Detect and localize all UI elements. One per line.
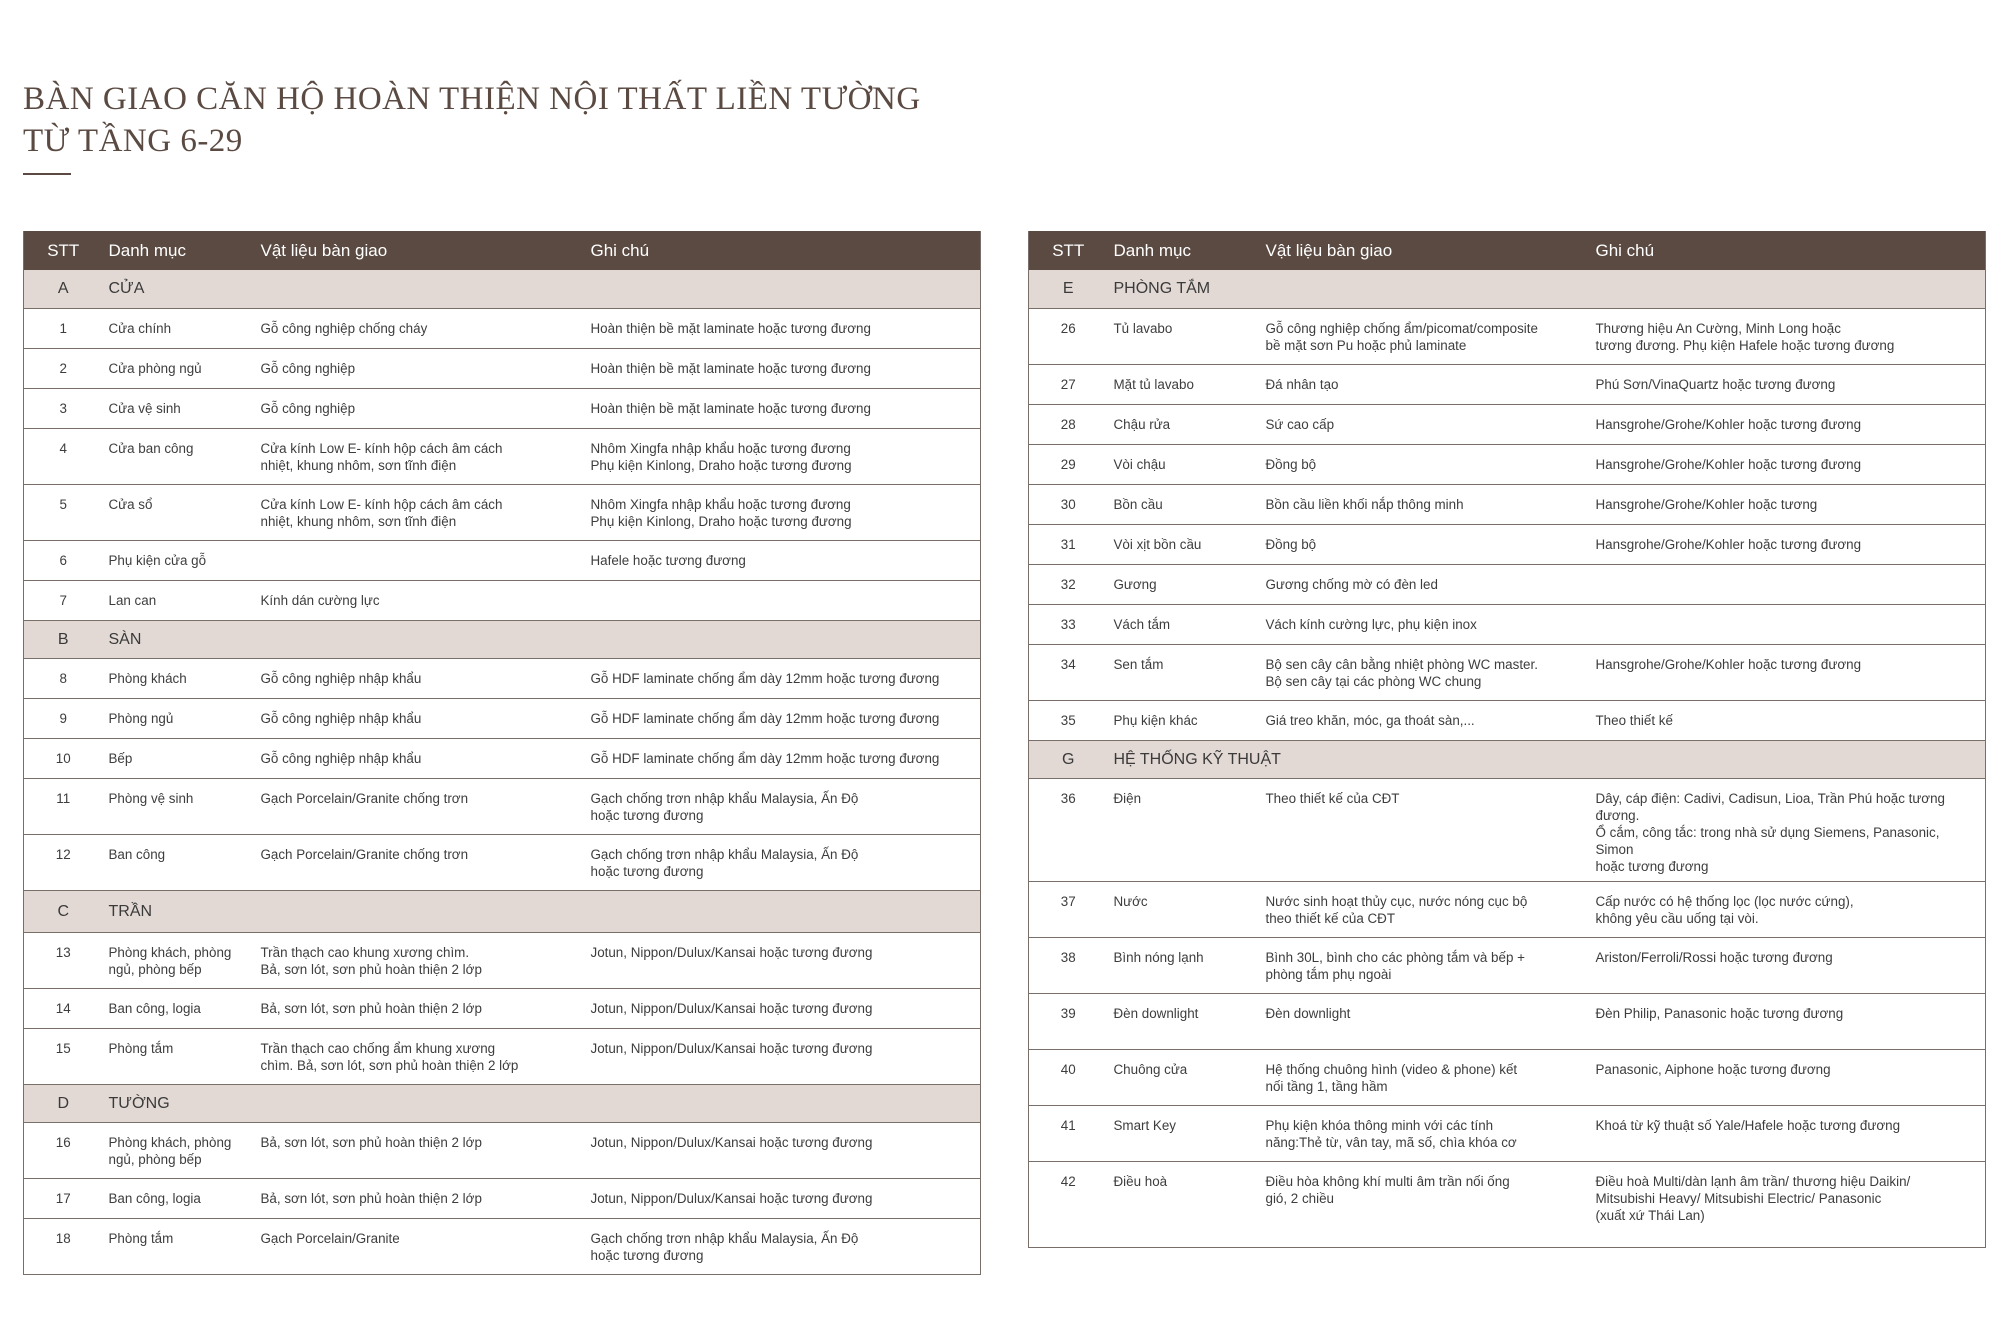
row-category: Chuông cửa bbox=[1108, 1049, 1260, 1105]
row-note: Cấp nước có hệ thống lọc (lọc nước cứng), không yêu cầu uống tại vòi. bbox=[1590, 881, 1986, 937]
table-row bbox=[24, 1122, 981, 1178]
row-note: Jotun, Nippon/Dulux/Kansai hoặc tương đương bbox=[585, 988, 981, 1028]
section-code: G bbox=[1029, 740, 1108, 778]
row-category: Điều hoà bbox=[1108, 1161, 1260, 1247]
table-row bbox=[24, 658, 981, 698]
row-note: Gạch chống trơn nhập khẩu Malaysia, Ấn Độ hoặc tương đương bbox=[585, 778, 981, 834]
row-material: Theo thiết kế của CĐT bbox=[1260, 778, 1590, 881]
section-code: D bbox=[24, 1084, 103, 1122]
row-category: Ban công, logia bbox=[103, 988, 255, 1028]
row-category: Bình nóng lạnh bbox=[1108, 937, 1260, 993]
row-category: Ban công, logia bbox=[103, 1178, 255, 1218]
section-row bbox=[1029, 270, 1986, 308]
row-category: Bếp bbox=[103, 738, 255, 778]
row-note: Jotun, Nippon/Dulux/Kansai hoặc tương đương bbox=[585, 1122, 981, 1178]
header-note: Ghi chú bbox=[1590, 231, 1986, 270]
row-note: Hoàn thiện bề mặt laminate hoặc tương đương bbox=[585, 308, 981, 348]
header-material: Vật liệu bàn giao bbox=[1260, 231, 1590, 270]
row-material: Trần thạch cao chống ẩm khung xương chìm. Bả, sơn lót, sơn phủ hoàn thiện 2 lớp bbox=[255, 1028, 585, 1084]
row-category: Phòng tắm bbox=[103, 1218, 255, 1274]
table-row bbox=[24, 1178, 981, 1218]
row-note: Đèn Philip, Panasonic hoặc tương đương bbox=[1590, 993, 1986, 1049]
row-material: Sứ cao cấp bbox=[1260, 404, 1590, 444]
table-row bbox=[1029, 993, 1986, 1049]
row-material: Gỗ công nghiệp bbox=[255, 348, 585, 388]
table-row bbox=[1029, 700, 1986, 740]
section-row bbox=[1029, 740, 1986, 778]
row-material: Kính dán cường lực bbox=[255, 580, 585, 620]
table-row bbox=[24, 540, 981, 580]
row-material: Gạch Porcelain/Granite chống trơn bbox=[255, 778, 585, 834]
row-number: 7 bbox=[24, 580, 103, 620]
table-row bbox=[1029, 644, 1986, 700]
row-material: Gỗ công nghiệp bbox=[255, 388, 585, 428]
row-note: Gỗ HDF laminate chống ẩm dày 12mm hoặc tương đương bbox=[585, 738, 981, 778]
row-material: Phụ kiện khóa thông minh với các tính năng:Thẻ từ, vân tay, mã số, chìa khóa cơ bbox=[1260, 1105, 1590, 1161]
row-note: Hansgrohe/Grohe/Kohler hoặc tương đương bbox=[1590, 644, 1986, 700]
table-header-row bbox=[1029, 231, 1986, 270]
table-row bbox=[24, 778, 981, 834]
table-row bbox=[1029, 881, 1986, 937]
table-row bbox=[24, 932, 981, 988]
row-category: Phòng khách bbox=[103, 658, 255, 698]
row-note: Hoàn thiện bề mặt laminate hoặc tương đương bbox=[585, 348, 981, 388]
row-number: 9 bbox=[24, 698, 103, 738]
section-title: SÀN bbox=[103, 620, 981, 658]
row-material: Bả, sơn lót, sơn phủ hoàn thiện 2 lớp bbox=[255, 1122, 585, 1178]
section-title: HỆ THỐNG KỸ THUẬT bbox=[1108, 740, 1986, 778]
row-category: Phụ kiện khác bbox=[1108, 700, 1260, 740]
row-number: 34 bbox=[1029, 644, 1108, 700]
row-number: 26 bbox=[1029, 308, 1108, 364]
row-category: Vách tắm bbox=[1108, 604, 1260, 644]
row-number: 5 bbox=[24, 484, 103, 540]
row-number: 28 bbox=[1029, 404, 1108, 444]
table-row bbox=[1029, 1049, 1986, 1105]
row-category: Bồn cầu bbox=[1108, 484, 1260, 524]
row-material: Đồng bộ bbox=[1260, 524, 1590, 564]
row-note: Hoàn thiện bề mặt laminate hoặc tương đương bbox=[585, 388, 981, 428]
row-note: Gạch chống trơn nhập khẩu Malaysia, Ấn Độ hoặc tương đương bbox=[585, 834, 981, 890]
row-note: Dây, cáp điện: Cadivi, Cadisun, Lioa, Trần Phú hoặc tương đương. Ổ cắm, công tắc: trong nhà sử dụng Siemens, Panasonic, Simon hoặc tương đương bbox=[1590, 778, 1986, 881]
section-code: E bbox=[1029, 270, 1108, 308]
row-category: Vòi xịt bồn cầu bbox=[1108, 524, 1260, 564]
row-number: 3 bbox=[24, 388, 103, 428]
row-category: Cửa chính bbox=[103, 308, 255, 348]
table-row bbox=[1029, 1161, 1986, 1247]
header-category: Danh mục bbox=[1108, 231, 1260, 270]
header-stt: STT bbox=[1029, 231, 1108, 270]
row-material: Gạch Porcelain/Granite chống trơn bbox=[255, 834, 585, 890]
row-number: 11 bbox=[24, 778, 103, 834]
table-row bbox=[24, 348, 981, 388]
row-note bbox=[1590, 564, 1986, 604]
row-note: Phú Sơn/VinaQuartz hoặc tương đương bbox=[1590, 364, 1986, 404]
row-note: Panasonic, Aiphone hoặc tương đương bbox=[1590, 1049, 1986, 1105]
section-title: CỬA bbox=[103, 270, 981, 308]
row-number: 8 bbox=[24, 658, 103, 698]
row-number: 16 bbox=[24, 1122, 103, 1178]
row-note: Gạch chống trơn nhập khẩu Malaysia, Ấn Độ hoặc tương đương bbox=[585, 1218, 981, 1274]
table-row bbox=[24, 698, 981, 738]
row-note: Hansgrohe/Grohe/Kohler hoặc tương đương bbox=[1590, 444, 1986, 484]
row-note: Gỗ HDF laminate chống ẩm dày 12mm hoặc tương đương bbox=[585, 658, 981, 698]
row-material: Bình 30L, bình cho các phòng tắm và bếp + phòng tắm phụ ngoài bbox=[1260, 937, 1590, 993]
table-row bbox=[24, 988, 981, 1028]
row-material: Đèn downlight bbox=[1260, 993, 1590, 1049]
section-title: TƯỜNG bbox=[103, 1084, 981, 1122]
row-note: Hansgrohe/Grohe/Kohler hoặc tương đương bbox=[1590, 524, 1986, 564]
row-note: Điều hoà Multi/dàn lạnh âm trần/ thương hiệu Daikin/ Mitsubishi Heavy/ Mitsubishi Electric/ Panasonic (xuất xứ Thái Lan) bbox=[1590, 1161, 1986, 1247]
header-material: Vật liệu bàn giao bbox=[255, 231, 585, 270]
row-material: Giá treo khăn, móc, ga thoát sàn,... bbox=[1260, 700, 1590, 740]
row-note: Gỗ HDF laminate chống ẩm dày 12mm hoặc tương đương bbox=[585, 698, 981, 738]
table-row bbox=[1029, 564, 1986, 604]
row-note: Hansgrohe/Grohe/Kohler hoặc tương đương bbox=[1590, 404, 1986, 444]
row-number: 1 bbox=[24, 308, 103, 348]
table-row bbox=[24, 428, 981, 484]
row-number: 12 bbox=[24, 834, 103, 890]
table-row bbox=[1029, 364, 1986, 404]
section-code: A bbox=[24, 270, 103, 308]
row-category: Phòng tắm bbox=[103, 1028, 255, 1084]
table-row bbox=[1029, 1105, 1986, 1161]
row-material: Gỗ công nghiệp chống ẩm/picomat/composite bề mặt sơn Pu hoặc phủ laminate bbox=[1260, 308, 1590, 364]
table-row bbox=[24, 1218, 981, 1274]
row-note: Khoá từ kỹ thuật số Yale/Hafele hoặc tương đương bbox=[1590, 1105, 1986, 1161]
row-number: 35 bbox=[1029, 700, 1108, 740]
row-material: Điều hòa không khí multi âm trần nối ống gió, 2 chiều bbox=[1260, 1161, 1590, 1247]
title-line-2: TỪ TẦNG 6-29 bbox=[23, 123, 243, 159]
row-material: Bồn cầu liền khối nắp thông minh bbox=[1260, 484, 1590, 524]
row-number: 36 bbox=[1029, 778, 1108, 881]
row-category: Cửa sổ bbox=[103, 484, 255, 540]
row-number: 2 bbox=[24, 348, 103, 388]
table-row bbox=[1029, 937, 1986, 993]
page-title bbox=[23, 78, 1023, 162]
row-number: 41 bbox=[1029, 1105, 1108, 1161]
row-number: 27 bbox=[1029, 364, 1108, 404]
row-material: Gỗ công nghiệp chống cháy bbox=[255, 308, 585, 348]
row-category: Lan can bbox=[103, 580, 255, 620]
row-number: 30 bbox=[1029, 484, 1108, 524]
row-material: Bả, sơn lót, sơn phủ hoàn thiện 2 lớp bbox=[255, 988, 585, 1028]
row-number: 38 bbox=[1029, 937, 1108, 993]
row-category: Đèn downlight bbox=[1108, 993, 1260, 1049]
row-material: Trần thạch cao khung xương chìm. Bả, sơn lót, sơn phủ hoàn thiện 2 lớp bbox=[255, 932, 585, 988]
header-stt: STT bbox=[24, 231, 103, 270]
row-material bbox=[255, 540, 585, 580]
row-material: Cửa kính Low E- kính hộp cách âm cách nhiệt, khung nhôm, sơn tĩnh điện bbox=[255, 428, 585, 484]
section-code: B bbox=[24, 620, 103, 658]
row-category: Ban công bbox=[103, 834, 255, 890]
row-category: Cửa ban công bbox=[103, 428, 255, 484]
row-note: Nhôm Xingfa nhập khẩu hoặc tương đương Phụ kiện Kinlong, Draho hoặc tương đương bbox=[585, 484, 981, 540]
row-material: Gương chống mờ có đèn led bbox=[1260, 564, 1590, 604]
row-note: Jotun, Nippon/Dulux/Kansai hoặc tương đương bbox=[585, 1178, 981, 1218]
row-material: Đồng bộ bbox=[1260, 444, 1590, 484]
row-note: Hansgrohe/Grohe/Kohler hoặc tương bbox=[1590, 484, 1986, 524]
row-number: 29 bbox=[1029, 444, 1108, 484]
section-row bbox=[24, 620, 981, 658]
row-category: Phòng vệ sinh bbox=[103, 778, 255, 834]
table-row bbox=[24, 1028, 981, 1084]
row-number: 14 bbox=[24, 988, 103, 1028]
table-row bbox=[1029, 524, 1986, 564]
section-row bbox=[24, 890, 981, 932]
row-number: 4 bbox=[24, 428, 103, 484]
row-category: Điện bbox=[1108, 778, 1260, 881]
row-material: Gạch Porcelain/Granite bbox=[255, 1218, 585, 1274]
row-category: Cửa phòng ngủ bbox=[103, 348, 255, 388]
section-title: TRẦN bbox=[103, 890, 981, 932]
row-category: Nước bbox=[1108, 881, 1260, 937]
table-row bbox=[24, 834, 981, 890]
row-material: Đá nhân tạo bbox=[1260, 364, 1590, 404]
table-row bbox=[1029, 308, 1986, 364]
row-category: Mặt tủ lavabo bbox=[1108, 364, 1260, 404]
section-row bbox=[24, 1084, 981, 1122]
spec-table-left bbox=[23, 231, 981, 1275]
table-row bbox=[24, 308, 981, 348]
row-note: Ariston/Ferroli/Rossi hoặc tương đương bbox=[1590, 937, 1986, 993]
row-category: Chậu rửa bbox=[1108, 404, 1260, 444]
row-note: Hafele hoặc tương đương bbox=[585, 540, 981, 580]
table-row bbox=[1029, 404, 1986, 444]
table-row bbox=[1029, 484, 1986, 524]
row-material: Gỗ công nghiệp nhập khẩu bbox=[255, 658, 585, 698]
row-number: 39 bbox=[1029, 993, 1108, 1049]
section-title: PHÒNG TẮM bbox=[1108, 270, 1986, 308]
title-line-1: BÀN GIAO CĂN HỘ HOÀN THIỆN NỘI THẤT LIỀN TƯỜNG bbox=[23, 81, 921, 117]
row-number: 32 bbox=[1029, 564, 1108, 604]
row-number: 13 bbox=[24, 932, 103, 988]
row-material: Cửa kính Low E- kính hộp cách âm cách nhiệt, khung nhôm, sơn tĩnh điện bbox=[255, 484, 585, 540]
row-category: Phụ kiện cửa gỗ bbox=[103, 540, 255, 580]
row-number: 6 bbox=[24, 540, 103, 580]
section-code: C bbox=[24, 890, 103, 932]
row-number: 15 bbox=[24, 1028, 103, 1084]
row-material: Nước sinh hoạt thủy cục, nước nóng cục bộ theo thiết kế của CĐT bbox=[1260, 881, 1590, 937]
row-category: Smart Key bbox=[1108, 1105, 1260, 1161]
row-number: 37 bbox=[1029, 881, 1108, 937]
title-underline bbox=[23, 173, 71, 175]
row-number: 31 bbox=[1029, 524, 1108, 564]
row-note: Jotun, Nippon/Dulux/Kansai hoặc tương đương bbox=[585, 1028, 981, 1084]
row-material: Gỗ công nghiệp nhập khẩu bbox=[255, 698, 585, 738]
row-material: Bả, sơn lót, sơn phủ hoàn thiện 2 lớp bbox=[255, 1178, 585, 1218]
row-material: Gỗ công nghiệp nhập khẩu bbox=[255, 738, 585, 778]
table-row bbox=[24, 738, 981, 778]
table-row bbox=[24, 580, 981, 620]
row-note: Thương hiệu An Cường, Minh Long hoặc tương đương. Phụ kiện Hafele hoặc tương đương bbox=[1590, 308, 1986, 364]
row-note: Nhôm Xingfa nhập khẩu hoặc tương đương Phụ kiện Kinlong, Draho hoặc tương đương bbox=[585, 428, 981, 484]
row-category: Phòng khách, phòng ngủ, phòng bếp bbox=[103, 932, 255, 988]
table-header-row bbox=[24, 231, 981, 270]
row-number: 42 bbox=[1029, 1161, 1108, 1247]
row-number: 10 bbox=[24, 738, 103, 778]
header-note: Ghi chú bbox=[585, 231, 981, 270]
row-note bbox=[1590, 604, 1986, 644]
row-number: 40 bbox=[1029, 1049, 1108, 1105]
row-note: Theo thiết kế bbox=[1590, 700, 1986, 740]
table-row bbox=[1029, 444, 1986, 484]
header-category: Danh mục bbox=[103, 231, 255, 270]
row-category: Tủ lavabo bbox=[1108, 308, 1260, 364]
row-number: 33 bbox=[1029, 604, 1108, 644]
row-category: Vòi chậu bbox=[1108, 444, 1260, 484]
table-row bbox=[1029, 604, 1986, 644]
row-material: Bộ sen cây cân bằng nhiệt phòng WC master. Bộ sen cây tại các phòng WC chung bbox=[1260, 644, 1590, 700]
table-row bbox=[24, 388, 981, 428]
row-category: Gương bbox=[1108, 564, 1260, 604]
row-category: Phòng ngủ bbox=[103, 698, 255, 738]
row-number: 17 bbox=[24, 1178, 103, 1218]
row-note bbox=[585, 580, 981, 620]
table-row bbox=[1029, 778, 1986, 881]
row-category: Sen tắm bbox=[1108, 644, 1260, 700]
row-material: Hệ thống chuông hình (video & phone) kết nối tầng 1, tầng hầm bbox=[1260, 1049, 1590, 1105]
row-category: Phòng khách, phòng ngủ, phòng bếp bbox=[103, 1122, 255, 1178]
section-row bbox=[24, 270, 981, 308]
row-category: Cửa vệ sinh bbox=[103, 388, 255, 428]
row-note: Jotun, Nippon/Dulux/Kansai hoặc tương đương bbox=[585, 932, 981, 988]
row-material: Vách kính cường lực, phụ kiện inox bbox=[1260, 604, 1590, 644]
row-number: 18 bbox=[24, 1218, 103, 1274]
spec-table-right bbox=[1028, 231, 1986, 1248]
table-row bbox=[24, 484, 981, 540]
